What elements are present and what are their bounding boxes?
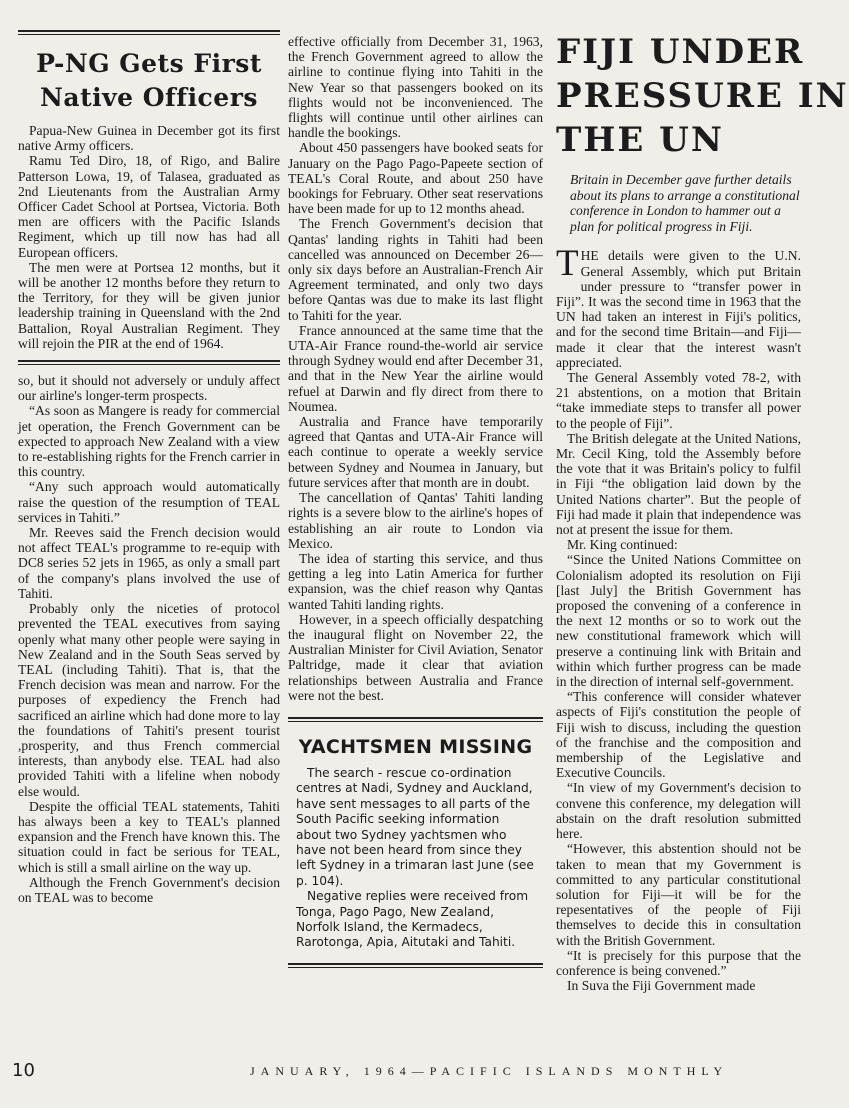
png-article-body [18,123,280,351]
fiji-article-body [556,243,801,994]
drop-cap: T [556,243,579,285]
fiji-paragraph: “It is precisely for this purpose that the conference is being convened.” [556,947,801,978]
png-paragraph: Papua-New Guinea in December got its first native Army officers. [18,123,280,154]
teal-paragraph: Although the French Government's decision on TEAL was to become [18,874,280,905]
teal-paragraph: “As soon as Mangere is ready for commercial jet operation, the French Government can be expected to approach New Zealand with a view to re-establishing rights for the French carrier in this country. [18,403,280,480]
airline-paragraph: The cancellation of Qantas' Tahiti landing rights is a severe blow to the airline's hopes of establishing an air route to London via Mexico. [288,490,543,551]
airline-paragraph: The French Government's decision that Qantas' landing rights in Tahiti had been cancelled was announced on December 26—only six days before an Australian-French Air Agreement terminated, and only two days before Qantas was due to make its last flight to Tahiti for the year. [288,216,543,323]
airline-paragraph: The idea of starting this service, and thus getting a leg into Latin America for further expansion, was the chief reason why Qantas wanted Tahiti landing rights. [288,550,543,612]
top-rule [18,30,280,35]
fiji-paragraph: “This conference will consider whatever aspects of Fiji's constitution the people of Fiji wish to discuss, including the question of the franchise and the composition and membership of the Legislative and Executive Councils. [556,689,801,781]
png-title-line1: P-NG Gets First [36,49,262,78]
fiji-title-line3: THE UN [556,120,724,160]
airline-paragraph: However, in a speech officially despatching the inaugural flight on November 22, the Australian Minister for Civil Aviation, Senator Paltridge, made it clear that aviation relationships between Australia and France were not the best. [288,611,543,703]
fiji-lede: Britain in December gave further details about its plans to arrange a constitutional conference in London to hammer out a plan for political progress in Fiji. [570,172,800,234]
teal-paragraph: Probably only the niceties of protocol prevented the TEAL executives from saying openly what many other people were saying in New Zealand and in the South Seas served by TEAL (including Tahiti). That is, that the French decision was mean and narrow. For the purposes of expediency the French had sacrificed an airline which had done more to lay the foundations of Tahiti's present tourist ,prosperity, and thus French commercial interests, than anybody else. TEAL had also provided Tahiti with a lifeline when nobody else would. [18,601,280,799]
fiji-paragraph: Mr. King continued: [567,537,678,553]
airline-paragraph: About 450 passengers have booked seats for January on the Pago Pago-Papeete section of TEAL's Coral Route, and about 250 have bookings for February. Other seat reservations have been made for up to 12 months ahead. [288,140,543,217]
fiji-first-paragraph-text: HE details were given to the U.N. General Assembly, which put Britain under pressure to “transfer power in Fiji”. It was the second time in 1963 that the UN had taken an interest in Fiji's politics, and for the second time Britain—and Fiji—made it clear that the interest wasn't appreciated. [556,248,801,370]
yachtsmen-top-rule [288,717,543,722]
png-title-line2: Native Officers [40,83,258,112]
png-paragraph: Ramu Ted Diro, 18, of Rigo, and Balire Patterson Lowa, 19, of Talasea, graduated as 2nd Lieutenants from the Australian Army Officer Cadet School at Portsea, Victoria. Both men are officers with the Pacific Islands Regiment, which up till now has had all European officers. [18,153,280,260]
airline-paragraph: effective officially from December 31, 1963, the French Government agreed to allow the airline to continue flying into Tahiti in the New Year so that passengers booked on its flights would not be inconvenienced. The flights will continue until other airlines can handle the bookings. [288,34,543,141]
fiji-paragraph: “Since the United Nations Committee on Colonialism adopted its resolution on Fiji [last July] the British Government has proposed the convening of a conference in the next 12 months or so to work out the new constitutional framework which will preserve a continuing link with Britain and within which further progress can be made in the direction of internal self-government. [556,552,801,690]
yachtsmen-title: YACHTSMEN MISSING [298,735,533,758]
yachtsmen-body [288,766,543,951]
yachtsmen-paragraph: Negative replies were received from Tonga, Pago Pago, New Zealand, Norfolk Island, the Kermadecs, Rarotonga, Apia, Aitutaki and Tahiti. [296,889,529,950]
teal-continued-body [18,373,280,905]
fiji-title-block [556,30,849,162]
yachtsmen-paragraph: The search - rescue co-ordination centres at Nadi, Sydney and Auckland, have sent messages to all parts of the South Pacific seeking information about two Sydney yachtsmen who have not been heard from since they left Sydney in a trimaran last June (see p. 104). [296,765,534,888]
teal-paragraph: “Any such approach would automatically raise the question of the resumption of TEAL services in Tahiti.” [18,479,280,525]
teal-paragraph: Mr. Reeves said the French decision would not affect TEAL's programme to re-equip with DC8 series 52 jets in 1965, as only a small part of the company's plans involved the use of Tahiti. [18,525,280,601]
section-rule [18,360,280,365]
teal-paragraph: so, but it should not adversely or unduly affect our airline's longer-term prospects. [18,373,280,404]
right-column [556,0,849,994]
teal-paragraph: Despite the official TEAL statements, Tahiti has always been a key to TEAL's planned expansion and the French have known this. The situation could in fact be serious for TEAL, which is still a small airline on the way up. [18,798,280,875]
left-column [18,0,280,905]
fiji-title-line2: PRESSURE IN [556,76,849,116]
yachtsmen-bottom-rule [288,963,543,968]
fiji-paragraph: The General Assembly voted 78-2, with 21 abstentions, on a motion that Britain “take immediate steps to transfer all power to the people of Fiji”. [556,370,801,431]
fiji-paragraph: “However, this abstention should not be taken to mean that my Government is committed to any particular constitutional solution for Fiji—it will be for the repesentatives of the people of Fiji themselves to decide this in consultation with the British Government. [556,841,801,948]
fiji-paragraph: In Suva the Fiji Government made [567,978,756,994]
running-title: JANUARY, 1964—PACIFIC ISLANDS MONTHLY [250,1064,729,1078]
middle-column [288,0,543,968]
fiji-title-line1: FIJI UNDER [556,32,805,72]
fiji-first-paragraph [556,243,801,370]
page-footer [0,1060,801,1090]
airline-paragraph: France announced at the same time that the UTA-Air France round-the-world air service through Sydney would end after December 31, and that in the New Year the airline would refuel at Darwin and fly direct from there to Noumea. [288,322,543,414]
page-number: 10 [12,1060,35,1081]
airline-paragraph: Australia and France have temporarily agreed that Qantas and UTA-Air France will each continue to operate a weekly service between Sydney and Noumea in January, but future services after that month are in doubt. [288,414,543,490]
fiji-paragraph: The British delegate at the United Nations, Mr. Cecil King, told the Assembly before the vote that it was Britain's policy to fulfil in Fiji “the obligation laid down by the United Nations charter”. But the people of Fiji had made it plain that independence was not at present the issue for them. [556,430,801,538]
png-paragraph: The men were at Portsea 12 months, but it will be another 12 months before they return to the Territory, for they will be given junior leadership training in Queensland with the 2nd Battalion, Royal Australian Regiment. They will rejoin the PIR at the end of 1964. [18,259,280,351]
airline-article-body [288,34,543,703]
fiji-paragraph: “In view of my Government's decision to convene this conference, my delegation will abstain on the draft resolution submitted here. [556,780,801,842]
